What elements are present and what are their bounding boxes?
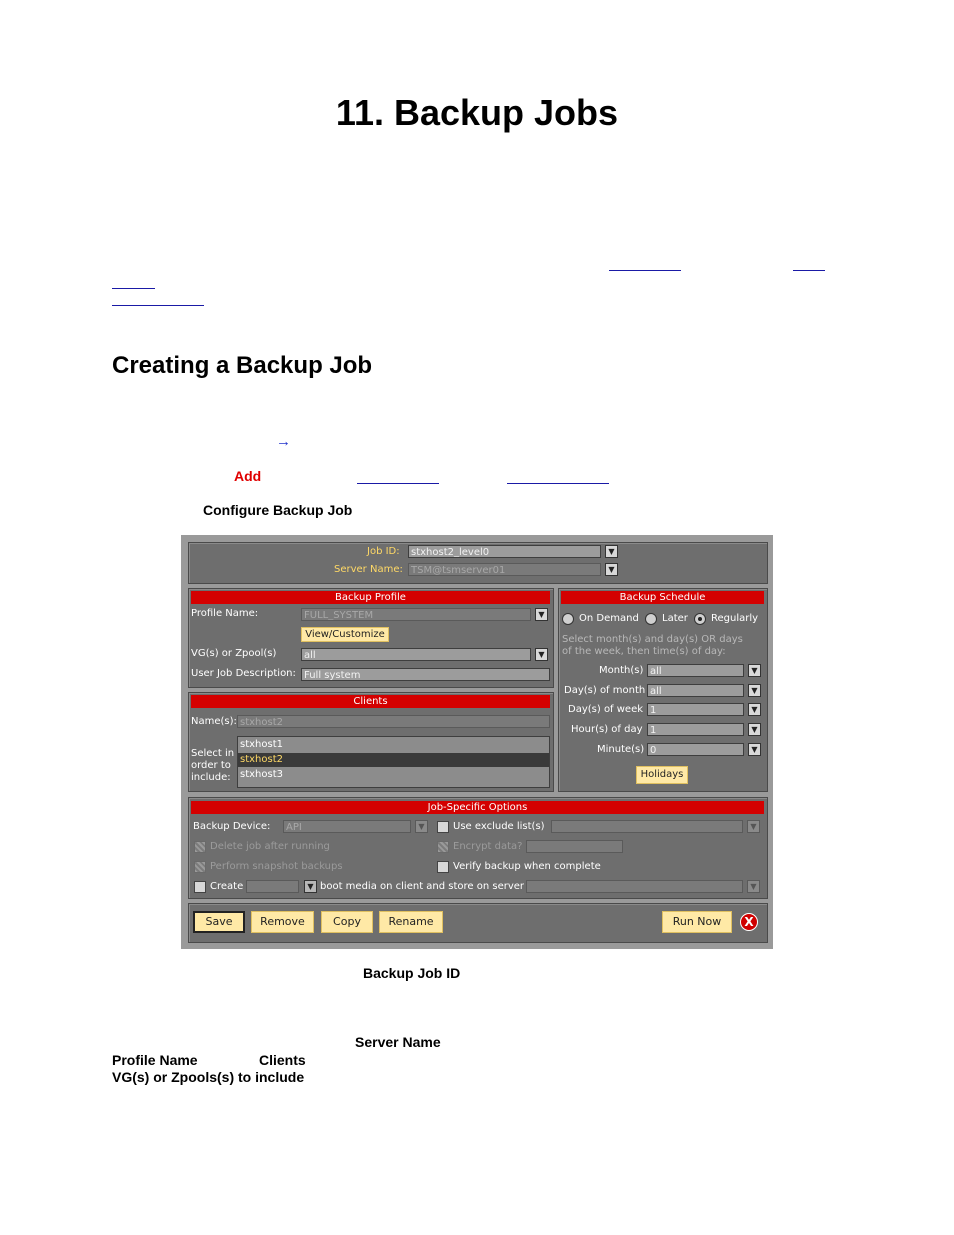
delete-job-label: Delete job after running: [210, 841, 330, 852]
server-name-dropdown[interactable]: ▼: [605, 563, 618, 576]
client-names-label: Name(s):: [191, 716, 237, 727]
backup-device-label: Backup Device:: [193, 821, 271, 832]
link-underline[interactable]: [357, 483, 439, 484]
link-underline[interactable]: [112, 305, 204, 306]
client-list[interactable]: [237, 736, 550, 788]
boot-media-server-input[interactable]: [526, 880, 743, 893]
backup-device-dropdown[interactable]: ▼: [415, 820, 428, 833]
use-exclude-checkbox[interactable]: [437, 821, 449, 833]
create-label: Create: [210, 881, 244, 892]
caption-server-name: Server Name: [355, 1034, 441, 1050]
use-exclude-label: Use exclude list(s): [453, 821, 545, 832]
job-id-label: Job ID:: [367, 546, 400, 557]
clients-header: Clients: [191, 695, 550, 708]
day-of-month-dropdown[interactable]: ▼: [748, 684, 761, 697]
caption-clients: Clients: [259, 1052, 306, 1068]
on-demand-radio[interactable]: [562, 613, 574, 625]
server-name-input[interactable]: TSM@tsmserver01: [408, 563, 601, 576]
client-list-item[interactable]: stxhost3: [240, 769, 283, 780]
encrypt-checkbox[interactable]: [437, 841, 449, 853]
arrow-right-icon: →: [276, 433, 291, 450]
caption-backup-job-id: Backup Job ID: [363, 965, 461, 981]
link-underline[interactable]: [112, 288, 155, 289]
copy-button[interactable]: Copy: [321, 911, 373, 933]
vgs-label: VG(s) or Zpool(s): [191, 648, 277, 659]
close-icon[interactable]: X: [740, 913, 758, 931]
client-list-item[interactable]: stxhost1: [240, 739, 283, 750]
job-description-input[interactable]: Full system: [301, 668, 550, 681]
run-now-button[interactable]: Run Now: [662, 911, 732, 933]
verify-label: Verify backup when complete: [453, 861, 601, 872]
vgs-input[interactable]: all: [301, 648, 531, 661]
exclude-list-dropdown[interactable]: ▼: [747, 820, 760, 833]
on-demand-label: On Demand: [579, 613, 639, 624]
job-options-header: Job-Specific Options: [191, 801, 764, 814]
rename-button[interactable]: Rename: [379, 911, 443, 933]
configure-backup-job-dialog: [181, 535, 773, 949]
day-of-month-label: Day(s) of month: [564, 685, 646, 696]
create-checkbox[interactable]: [194, 881, 206, 893]
remove-button[interactable]: Remove: [251, 911, 314, 933]
month-dropdown[interactable]: ▼: [748, 664, 761, 677]
section-heading: Creating a Backup Job: [112, 352, 373, 379]
link-underline[interactable]: [507, 483, 609, 484]
hour-of-day-label: Hour(s) of day: [571, 724, 643, 735]
minute-dropdown[interactable]: ▼: [748, 743, 761, 756]
profile-name-input[interactable]: FULL_SYSTEM: [301, 608, 531, 621]
caption-vgs: VG(s) or Zpools(s) to include: [112, 1069, 305, 1085]
backup-device-input[interactable]: API: [283, 820, 411, 833]
create-type-dropdown[interactable]: ▼: [304, 880, 317, 893]
link-underline[interactable]: [609, 270, 681, 271]
backup-schedule-header: Backup Schedule: [561, 591, 764, 604]
add-label: Add: [234, 468, 262, 484]
day-of-week-input[interactable]: 1: [647, 703, 744, 716]
view-customize-button[interactable]: View/Customize: [301, 627, 389, 642]
boot-media-label: boot media on client and store on server: [320, 881, 525, 892]
save-button[interactable]: Save: [193, 911, 245, 933]
month-input[interactable]: all: [647, 664, 744, 677]
hour-of-day-dropdown[interactable]: ▼: [748, 723, 761, 736]
snapshot-checkbox[interactable]: [194, 861, 206, 873]
snapshot-label: Perform snapshot backups: [210, 861, 343, 872]
job-id-input[interactable]: stxhost2_level0: [408, 545, 601, 558]
verify-checkbox[interactable]: [437, 861, 449, 873]
profile-name-dropdown[interactable]: ▼: [535, 608, 548, 621]
encrypt-label: Encrypt data?: [453, 841, 523, 852]
select-instruction-line: Select in: [191, 748, 235, 759]
backup-profile-header: Backup Profile: [191, 591, 550, 604]
schedule-note-line: Select month(s) and day(s) OR days: [562, 634, 743, 645]
encrypt-input[interactable]: [526, 840, 623, 853]
job-id-dropdown[interactable]: ▼: [605, 545, 618, 558]
minute-input[interactable]: 0: [647, 743, 744, 756]
hour-of-day-input[interactable]: 1: [647, 723, 744, 736]
day-of-week-label: Day(s) of week: [568, 704, 644, 715]
delete-job-checkbox[interactable]: [194, 841, 206, 853]
day-of-week-dropdown[interactable]: ▼: [748, 703, 761, 716]
schedule-note-line: of the week, then time(s) of day:: [562, 646, 726, 657]
caption-profile-name: Profile Name: [112, 1052, 198, 1068]
regularly-radio[interactable]: [694, 613, 706, 625]
later-label: Later: [662, 613, 688, 624]
configure-backup-job-label: Configure Backup Job: [203, 502, 353, 518]
create-type-input[interactable]: [246, 880, 299, 893]
server-name-label: Server Name:: [334, 564, 403, 575]
page-title: 11. Backup Jobs: [335, 92, 619, 133]
select-instruction-line: order to: [191, 760, 231, 771]
boot-media-server-dropdown[interactable]: ▼: [747, 880, 760, 893]
profile-name-label: Profile Name:: [191, 608, 259, 619]
exclude-list-input[interactable]: [551, 820, 743, 833]
job-description-label: User Job Description:: [191, 668, 296, 679]
regularly-label: Regularly: [711, 613, 759, 624]
month-label: Month(s): [599, 665, 644, 676]
select-instruction-line: include:: [191, 772, 231, 783]
client-names-input[interactable]: stxhost2: [237, 715, 550, 728]
later-radio[interactable]: [645, 613, 657, 625]
link-underline[interactable]: [793, 270, 825, 271]
vgs-dropdown[interactable]: ▼: [535, 648, 548, 661]
client-list-item-selected[interactable]: stxhost2: [238, 753, 549, 767]
day-of-month-input[interactable]: all: [647, 684, 744, 697]
minute-label: Minute(s): [597, 744, 645, 755]
holidays-button[interactable]: Holidays: [636, 766, 688, 784]
